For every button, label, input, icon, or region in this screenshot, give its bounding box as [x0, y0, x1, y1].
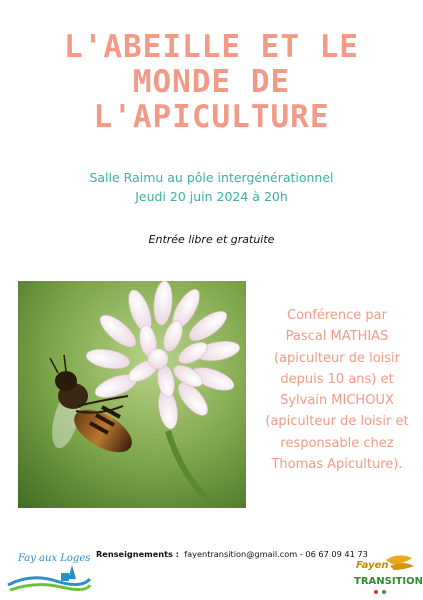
fay-aux-loges-logo	[6, 545, 92, 593]
poster-title	[0, 30, 423, 135]
event-date: Jeudi 20 juin 2024 à 20h	[135, 189, 288, 204]
venue-location: Salle Raimu au pôle intergénérationnel	[89, 170, 334, 185]
entry-note: Entrée libre et gratuite	[148, 233, 275, 246]
conference-line-7: responsable chez	[280, 435, 394, 451]
footer-email-phone: fayentransition@gmail.com - 06 67 09 41 73	[184, 549, 368, 559]
title-line-3: L'APICULTURE	[93, 99, 330, 135]
bee-on-clover-photo	[18, 281, 246, 508]
conference-line-3: (apiculteur de loisir	[273, 350, 400, 366]
conference-info	[254, 305, 420, 475]
venue-block	[0, 168, 423, 206]
transition-logo-text: TRANSITION	[354, 576, 423, 587]
logo-left-text: Fay aux Loges	[18, 553, 91, 564]
footer-label: Renseignements :	[96, 549, 179, 559]
fayen-logo-text: Fayen	[356, 560, 389, 571]
footer-contact	[96, 549, 368, 559]
fayen-transition-logo	[348, 552, 420, 596]
conference-line-1: Conférence par	[287, 308, 387, 323]
conference-line-6: (apiculteur de loisir et	[265, 414, 409, 430]
title-line-2: MONDE DE	[132, 64, 291, 100]
title-line-1: L'ABEILLE ET LE	[64, 29, 359, 65]
conference-line-5: Sylvain MICHOUX	[280, 393, 394, 409]
conference-line-8: Thomas Apiculture).	[271, 457, 403, 473]
conference-line-2: Pascal MATHIAS	[285, 329, 389, 345]
conference-line-4: depuis 10 ans) et	[280, 371, 394, 387]
